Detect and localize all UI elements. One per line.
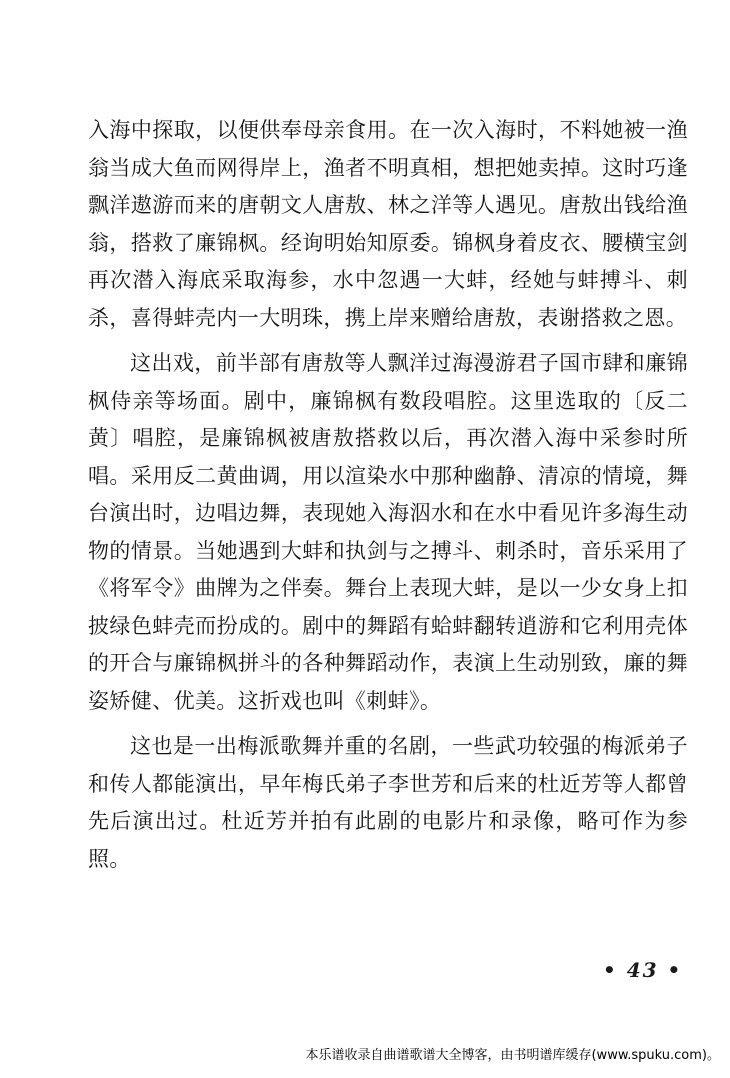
paragraph-1: 入海中探取，以便供奉母亲食用。在一次入海时，不料她被一渔翁当成大鱼而网得岸上，渔者不明真相，想把她卖掉。这时巧逢飘洋遨游而来的唐朝文人唐敖、林之洋等人遇见。唐敖出钱给渔翁，搭救了廉锦枫。经询明始知原委。锦枫身着皮衣、腰横宝剑再次潜入海底采取海参，水中忽遇一大蚌，经她与蚌搏斗、刺杀，喜得蚌壳内一大明珠，携上岸来赠给唐敖，表谢搭救之恩。 (88, 118, 688, 330)
body-text (88, 112, 688, 878)
footer-caption: 本乐谱收录自曲谱歌谱大全博客，由书明谱库缓存(www.spuku.com)。 (305, 1048, 720, 1063)
page-number: • 43 • (603, 958, 683, 982)
paragraph-2: 这出戏，前半部有唐敖等人飘洋过海漫游君子国市肆和廉锦枫侍亲等场面。剧中，廉锦枫有数段唱腔。这里选取的〔反二黄〕唱腔，是廉锦枫被唐敖搭救以后，再次潜入海中采参时所唱。采用反二黄曲调，用以渲染水中那种幽静、清凉的情境，舞台演出时，边唱边舞，表现她入海泅水和在水中看见许多海生动物的情景。当她遇到大蚌和执剑与之搏斗、刺杀时，音乐采用了《将军令》曲牌为之伴奏。舞台上表现大蚌，是以一少女身上扣披绿色蚌壳而扮成的。剧中的舞蹈有蛤蚌翻转逍游和它利用壳体的开合与廉锦枫拼斗的各种舞蹈动作，表演上生动别致，廉的舞姿矫健、优美。这折戏也叫《刺蚌》。 (88, 351, 688, 713)
paragraph-3: 这也是一出梅派歌舞并重的名剧，一些武功较强的梅派弟子和传人都能演出，早年梅氏弟子李世芳和后来的杜近芳等人都曾先后演出过。杜近芳并拍有此剧的电影片和录像，略可作为参照。 (88, 734, 688, 871)
